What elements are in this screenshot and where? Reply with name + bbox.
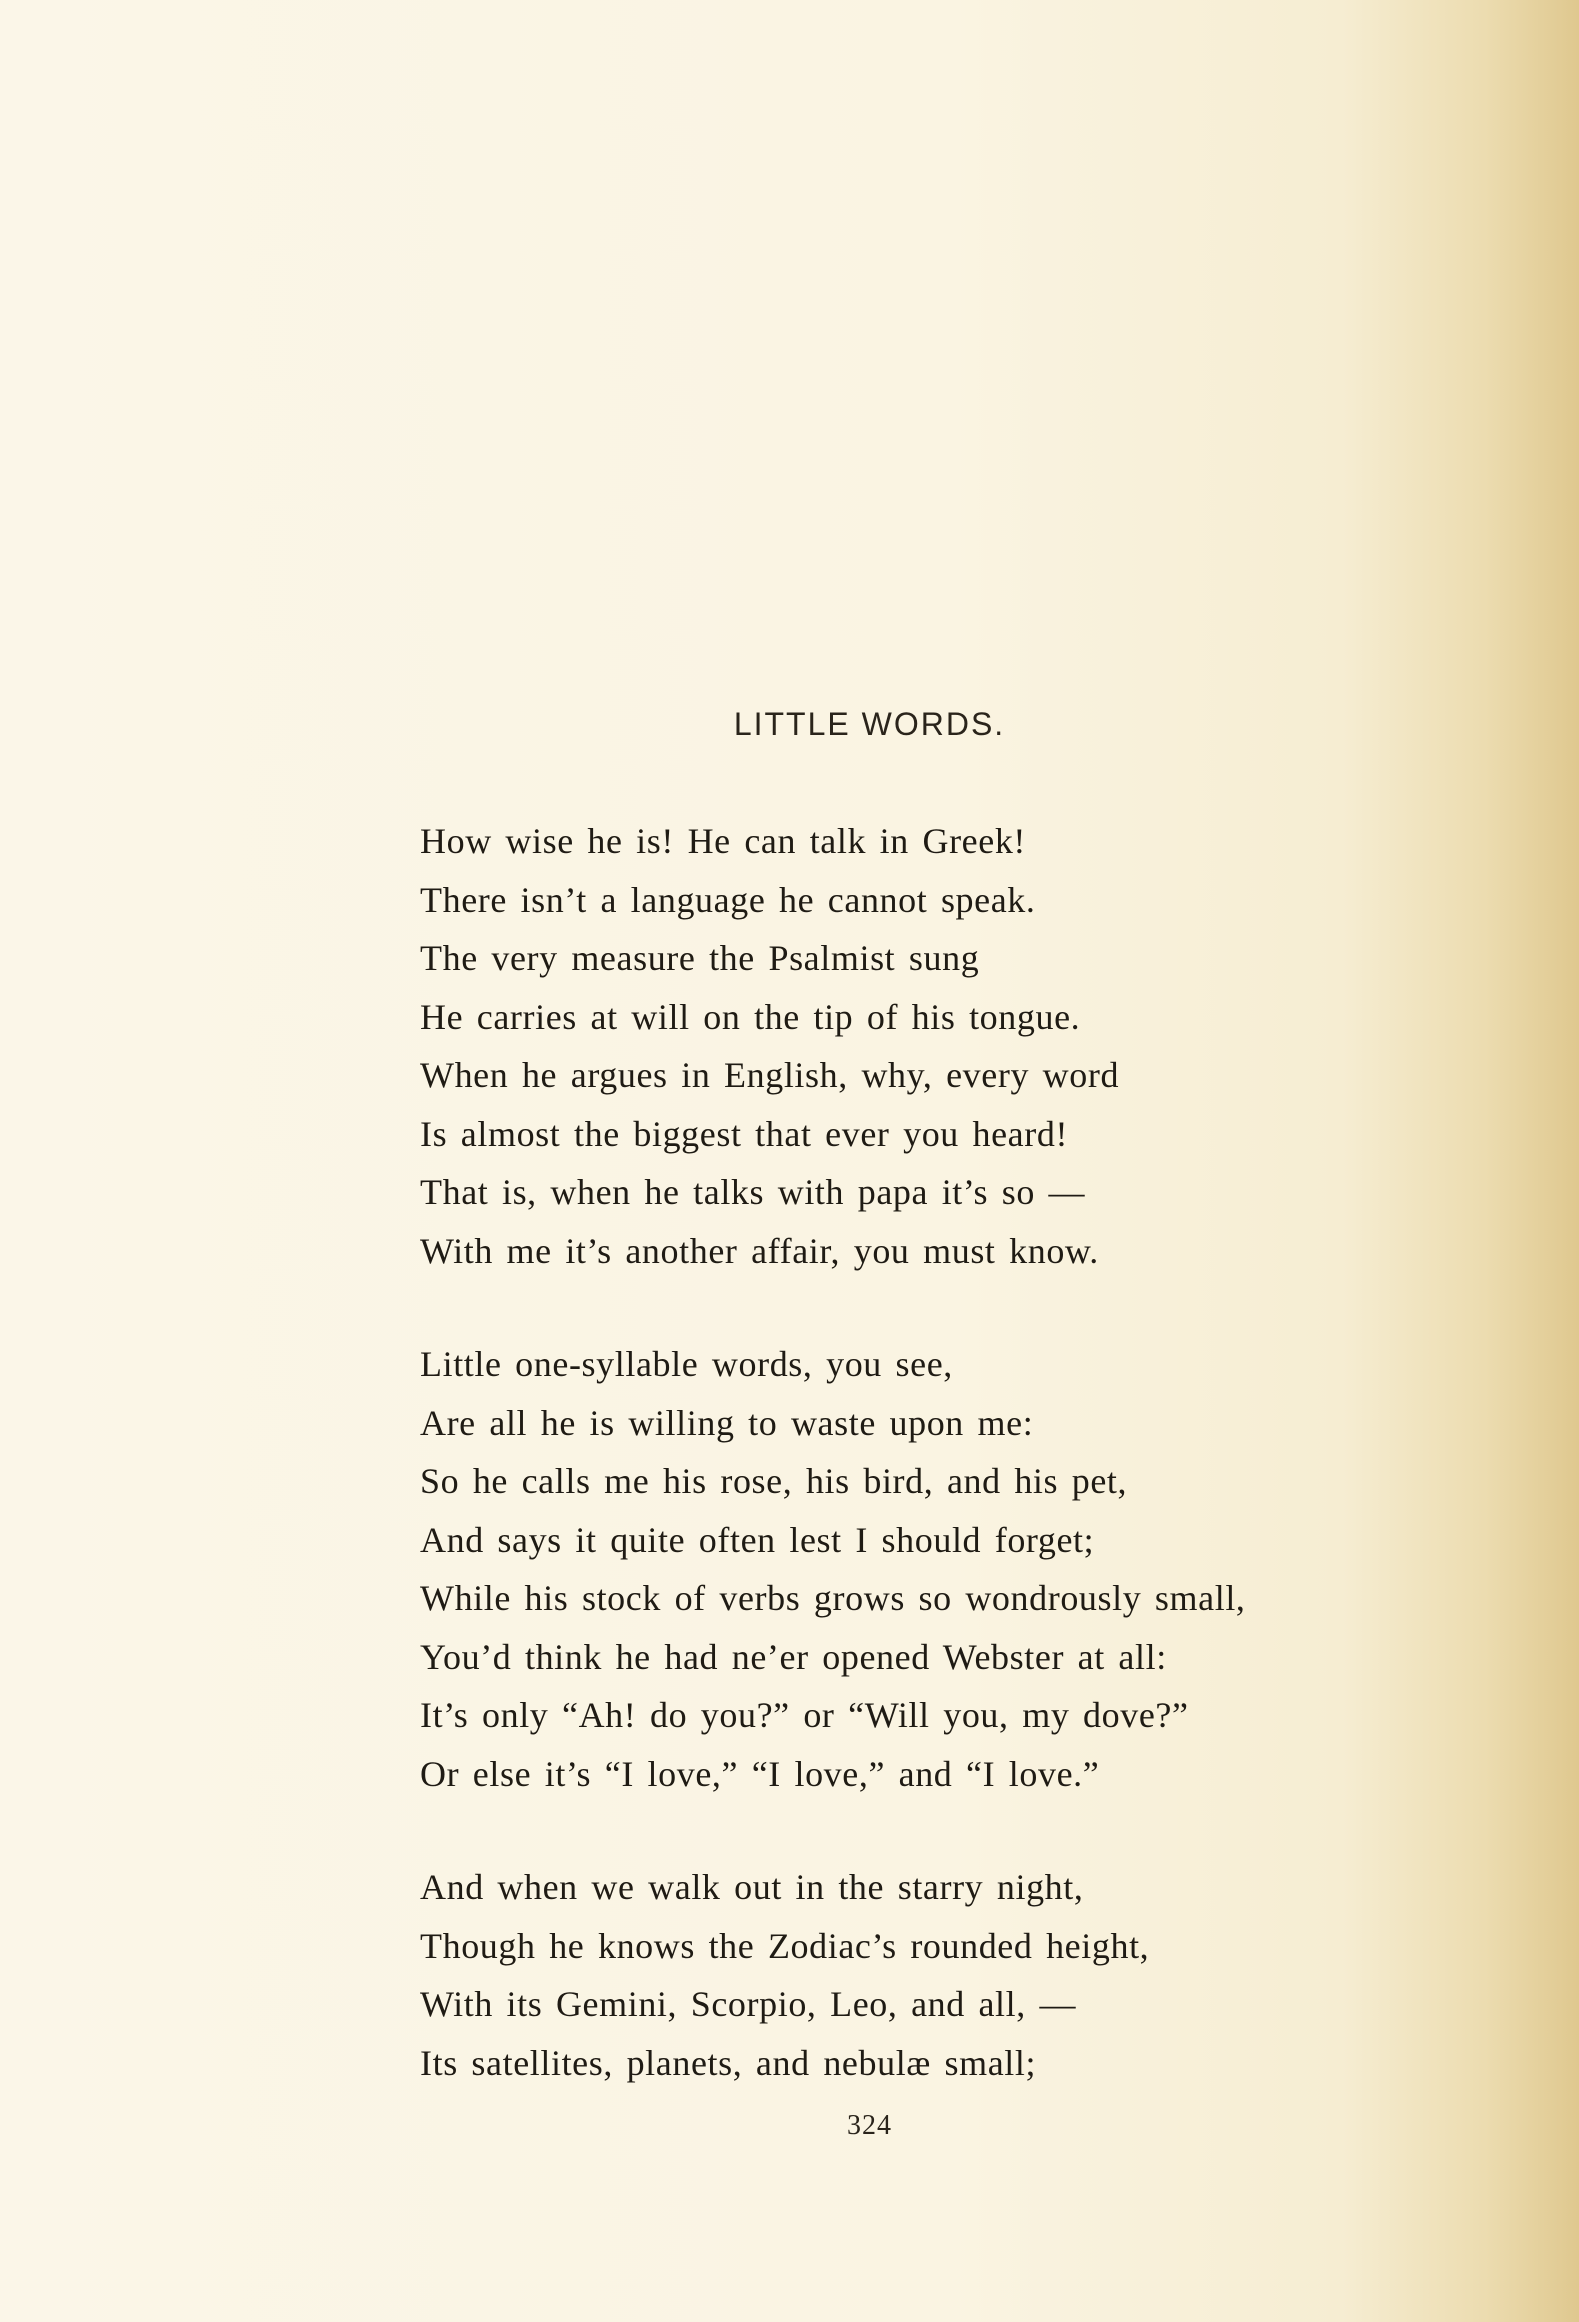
poem-line: That is, when he talks with papa it’s so —: [420, 1172, 1086, 1212]
poem-line: When he argues in English, why, every word: [420, 1055, 1120, 1095]
poem-line: With its Gemini, Scorpio, Leo, and all, —: [420, 1984, 1077, 2024]
poem-body: [420, 812, 1540, 2147]
poem-line: So he calls me his rose, his bird, and his pet,: [420, 1461, 1128, 1501]
poem-line: He carries at will on the tip of his tongue.: [420, 996, 1081, 1037]
stanza-1: [420, 812, 1540, 1280]
poem-line: Or else it’s “I love,” “I love,” and “I love.”: [420, 1753, 1100, 1794]
poem-line: Is almost the biggest that ever you heard!: [420, 1113, 1069, 1154]
poem-line: You’d think he had ne’er opened Webster at all:: [420, 1636, 1167, 1677]
poem-line: Little one-syllable words, you see,: [420, 1344, 953, 1384]
poem-line: How wise he is! He can talk in Greek!: [420, 821, 1027, 861]
poem-line: Though he knows the Zodiac’s rounded height,: [420, 1925, 1150, 1966]
stanza-3: [420, 1858, 1540, 2092]
poem-line: It’s only “Ah! do you?” or “Will you, my dove?”: [420, 1695, 1189, 1735]
poem-line: And says it quite often lest I should forget;: [420, 1519, 1095, 1560]
page-number: 324: [847, 2110, 892, 2141]
poem-line: With me it’s another affair, you must know.: [420, 1230, 1099, 1271]
stanza-2: [420, 1335, 1540, 1803]
poem-line: Its satellites, planets, and nebulæ small;: [420, 2042, 1037, 2083]
poem-line: And when we walk out in the starry night,: [420, 1867, 1084, 1907]
poem-line: While his stock of verbs grows so wondrously small,: [420, 1578, 1246, 1618]
poem-line: The very measure the Psalmist sung: [420, 938, 980, 978]
poem-line: Are all he is willing to waste upon me:: [420, 1402, 1034, 1443]
poem-line: There isn’t a language he cannot speak.: [420, 879, 1036, 920]
poem-title: LITTLE WORDS.: [733, 706, 1006, 742]
